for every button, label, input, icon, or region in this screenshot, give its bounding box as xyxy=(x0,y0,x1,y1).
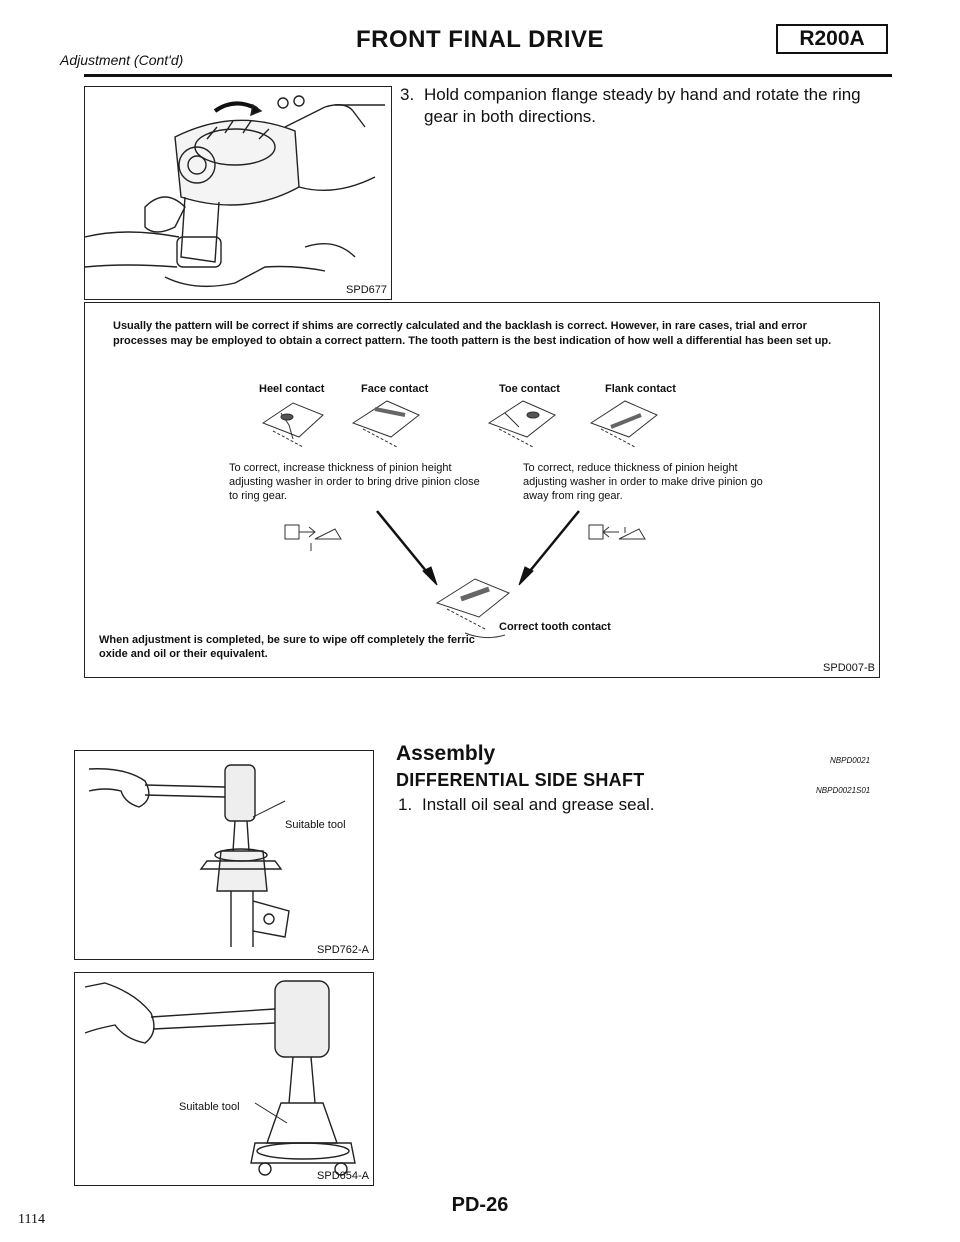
label-flank-contact: Flank contact xyxy=(605,383,676,395)
face-contact-tooth xyxy=(353,401,419,447)
figure-code: SPD007-B xyxy=(823,662,875,674)
figure-code: SPD654-A xyxy=(317,1170,369,1182)
label-correct-contact: Correct tooth contact xyxy=(499,621,611,633)
figure-code: SPD762-A xyxy=(317,944,369,956)
reduce-washer-symbol xyxy=(589,525,645,539)
page-number: 1114 xyxy=(18,1212,45,1227)
tooth-contact-panel xyxy=(84,302,880,678)
label-toe-contact: Toe contact xyxy=(499,383,560,395)
tooth-pattern-note: Usually the pattern will be correct if shims are correctly calculated and the backlash is correct. However, in rare cases, trial and error processes may be employed to obtain a correct pattern. The tooth pattern is the best indication of how well a differential has been set up. xyxy=(113,320,832,347)
completion-note: When adjustment is completed, be sure to wipe off completely the ferric oxide and oil or their equivalent. xyxy=(99,634,475,660)
hammer-seal-illustration xyxy=(75,973,375,1187)
model-badge: R200A xyxy=(776,24,888,54)
header-rule xyxy=(84,74,892,77)
label-heel-contact: Heel contact xyxy=(259,383,325,395)
section-ref-code: NBPD0021 xyxy=(830,756,871,765)
figure-grease-seal-install xyxy=(74,972,374,1186)
differential-illustration xyxy=(85,87,393,301)
subsection-ref-code: NBPD0021S01 xyxy=(816,786,871,795)
tool-callout: Suitable tool xyxy=(285,819,346,831)
section-breadcrumb: Adjustment (Cont'd) xyxy=(60,52,184,68)
page-label: PD-26 xyxy=(451,1194,509,1216)
label-face-contact: Face contact xyxy=(361,383,429,395)
correction-reduce: To correct, reduce thickness of pinion height adjusting washer in order to make drive pinion go away from ring gear. xyxy=(523,462,763,502)
correction-increase: To correct, increase thickness of pinion height adjusting washer in order to bring drive pinion close to ring gear. xyxy=(229,462,480,502)
step-number: 1. xyxy=(398,795,413,814)
tool-callout: Suitable tool xyxy=(179,1101,240,1113)
step-text: Install oil seal and grease seal. xyxy=(422,795,655,814)
heel-contact-tooth xyxy=(263,403,323,447)
figure-code: SPD677 xyxy=(346,284,387,296)
subsection-title: DIFFERENTIAL SIDE SHAFT xyxy=(396,770,645,790)
assembly-step-1 xyxy=(398,794,878,816)
toe-contact-tooth xyxy=(489,401,555,447)
figure-companion-flange xyxy=(84,86,392,300)
step-3 xyxy=(400,84,896,128)
increase-washer-symbol xyxy=(285,525,341,551)
figure-oil-seal-install xyxy=(74,750,374,960)
hammer-seal-illustration xyxy=(75,751,375,961)
section-title: Assembly xyxy=(396,742,496,765)
step-text: Hold companion flange steady by hand and rotate the ring gear in both directions. xyxy=(424,85,861,126)
page-title: FRONT FINAL DRIVE xyxy=(355,26,605,53)
step-number: 3. xyxy=(400,85,415,104)
flank-contact-tooth xyxy=(591,401,657,447)
